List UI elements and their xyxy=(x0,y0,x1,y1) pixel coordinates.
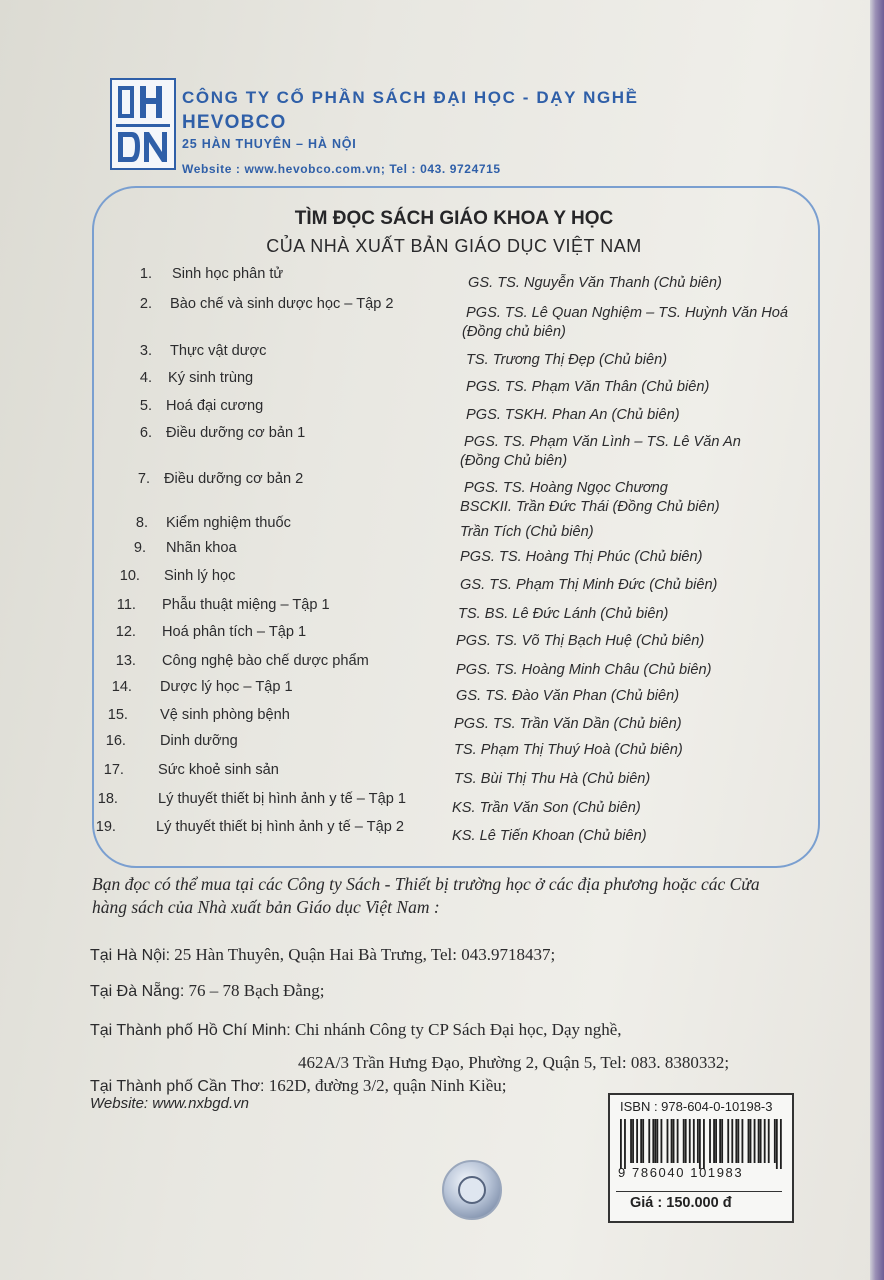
publisher-brand: HEVOBCO xyxy=(182,112,287,133)
book-title: Kiểm nghiệm thuốc xyxy=(166,515,291,531)
barcode-bar xyxy=(667,1119,669,1163)
book-author: Trần Tích (Chủ biên) xyxy=(460,524,594,540)
book-title: Sinh lý học xyxy=(164,568,236,584)
book-number: 19. xyxy=(95,819,116,835)
barcode-bar xyxy=(713,1119,715,1163)
shop-danang-label: Tại Đà Nẵng: xyxy=(90,983,185,1000)
book-author-cont: (Đồng Chủ biên) xyxy=(460,453,568,469)
book-title: Hoá đại cương xyxy=(166,398,264,414)
barcode-bar xyxy=(624,1119,626,1169)
book-author: KS. Trần Văn Son (Chủ biên) xyxy=(452,800,641,816)
book-author: PGS. TS. Lê Quan Nghiệm – TS. Huỳnh Văn Hoá xyxy=(466,305,789,321)
shop-cantho-label: Tại Thành phố Cần Thơ: xyxy=(90,1078,265,1095)
isbn-label: ISBN : 978-604-0-10198-3 xyxy=(620,1099,773,1114)
book-author: GS. TS. Nguyễn Văn Thanh (Chủ biên) xyxy=(468,275,722,291)
book-number: 1. xyxy=(139,266,152,282)
barcode-bar xyxy=(754,1119,756,1163)
book-number: 8. xyxy=(135,515,148,531)
book-author: GS. TS. Phạm Thị Minh Đức (Chủ biên) xyxy=(460,577,718,593)
barcode-bar xyxy=(630,1119,632,1163)
book-list-title: TÌM ĐỌC SÁCH GIÁO KHOA Y HỌC xyxy=(294,208,614,229)
barcode-bar xyxy=(677,1119,679,1163)
book-author: PGS. TS. Hoàng Minh Châu (Chủ biên) xyxy=(456,662,712,678)
publisher-address: 25 HÀN THUYÊN – HÀ NỘI xyxy=(182,137,357,151)
barcode-bar xyxy=(685,1119,687,1163)
book-author: PGS. TS. Hoàng Thị Phúc (Chủ biên) xyxy=(460,549,703,565)
book-title: Sinh học phân tử xyxy=(172,266,284,282)
barcode-bar xyxy=(750,1119,752,1163)
publisher-shop-website: Website: www.nxbgd.vn xyxy=(90,1095,249,1112)
book-title: Ký sinh trùng xyxy=(168,370,254,386)
barcode-bar xyxy=(632,1119,634,1163)
book-title: Dược lý học – Tập 1 xyxy=(160,679,293,695)
book-number: 13. xyxy=(115,653,136,669)
barcode-bar xyxy=(721,1119,723,1163)
book-author: GS. TS. Đào Văn Phan (Chủ biên) xyxy=(456,688,680,704)
book-number: 10. xyxy=(119,568,140,584)
book-author: PGS. TS. Trần Văn Dần (Chủ biên) xyxy=(454,716,682,732)
book-title: Công nghệ bào chế dược phẩm xyxy=(162,653,369,669)
barcode-box xyxy=(608,1093,794,1223)
book-number: 11. xyxy=(116,597,136,613)
book-author: TS. Trương Thị Đẹp (Chủ biên) xyxy=(466,352,668,368)
barcode-bar xyxy=(636,1119,638,1163)
book-number: 18. xyxy=(97,791,118,807)
book-author: TS. Bùi Thị Thu Hà (Chủ biên) xyxy=(454,771,651,787)
shop-hcm-address-1: Chi nhánh Công ty CP Sách Đại học, Dạy nghề, xyxy=(294,1020,622,1039)
book-number: 4. xyxy=(139,370,152,386)
barcode-bar xyxy=(620,1119,622,1169)
book-number: 5. xyxy=(139,398,152,414)
barcode-bar xyxy=(673,1119,675,1163)
price-box xyxy=(616,1191,782,1214)
book-title: Dinh dưỡng xyxy=(160,733,238,749)
book-number: 16. xyxy=(105,733,126,749)
book-author-cont: BSCKII. Trần Đức Thái (Đồng Chủ biên) xyxy=(460,499,720,515)
book-title: Lý thuyết thiết bị hình ảnh y tế – Tập 2 xyxy=(156,819,404,835)
barcode-bar xyxy=(748,1119,750,1163)
shop-danang-address: 76 – 78 Bạch Đằng; xyxy=(188,981,325,1000)
barcode-bar xyxy=(652,1119,654,1163)
barcode-bar xyxy=(719,1119,721,1163)
barcode-bar xyxy=(661,1119,663,1163)
book-author: KS. Lê Tiến Khoan (Chủ biên) xyxy=(452,828,647,844)
barcode-bar xyxy=(760,1119,762,1163)
barcode-digits: 9 786040 101983 xyxy=(618,1165,744,1180)
book-author: PGS. TS. Hoàng Ngọc Chương xyxy=(464,480,668,496)
publisher-logo xyxy=(110,78,176,170)
barcode-bar xyxy=(758,1119,760,1163)
barcode-bar xyxy=(709,1119,711,1163)
book-author: TS. Phạm Thị Thuý Hoà (Chủ biên) xyxy=(454,742,683,758)
book-number: 14. xyxy=(111,679,132,695)
barcode-bar xyxy=(656,1119,658,1163)
book-number: 2. xyxy=(139,296,152,312)
book-number: 3. xyxy=(139,343,152,359)
book-number: 17. xyxy=(103,762,124,778)
barcode-bar xyxy=(671,1119,673,1163)
book-title: Điều dưỡng cơ bản 2 xyxy=(164,471,304,487)
barcode-bar xyxy=(654,1119,656,1163)
price-label: Giá : 150.000 đ xyxy=(630,1195,732,1211)
book-author-cont: (Đồng chủ biên) xyxy=(462,324,566,340)
cover-edge-strip xyxy=(870,0,884,1280)
barcode-bar xyxy=(715,1119,717,1163)
barcode-bar xyxy=(689,1119,691,1163)
barcode-bar xyxy=(640,1119,642,1163)
shop-cantho-address: 162D, đường 3/2, quận Ninh Kiều; xyxy=(268,1076,507,1095)
barcode-bar xyxy=(776,1119,778,1169)
barcode-bar xyxy=(683,1119,685,1163)
book-title: Lý thuyết thiết bị hình ảnh y tế – Tập 1 xyxy=(158,791,406,807)
book-title: Phẫu thuật miệng – Tập 1 xyxy=(162,597,330,613)
barcode-bar xyxy=(727,1119,729,1163)
barcode-bar xyxy=(731,1119,733,1163)
barcode-bar xyxy=(693,1119,695,1163)
book-author: PGS. TS. Phạm Văn Thân (Chủ biên) xyxy=(466,379,710,395)
barcode-bars xyxy=(620,1119,782,1169)
book-number: 15. xyxy=(107,707,128,723)
book-number: 9. xyxy=(133,540,146,556)
shop-cantho xyxy=(90,1076,506,1096)
book-author: PGS. TS. Võ Thị Bạch Huệ (Chủ biên) xyxy=(456,633,705,649)
book-author: PGS. TS. Phạm Văn Lình – TS. Lê Văn An xyxy=(464,434,741,450)
book-title: Điều dưỡng cơ bản 1 xyxy=(166,425,306,441)
barcode-bar xyxy=(697,1119,699,1163)
book-list-subtitle: CỦA NHÀ XUẤT BẢN GIÁO DỤC VIỆT NAM xyxy=(266,236,642,256)
book-author: PGS. TSKH. Phan An (Chủ biên) xyxy=(466,407,680,423)
shop-danang xyxy=(90,981,325,1001)
hologram-seal xyxy=(442,1160,502,1220)
book-number: 6. xyxy=(139,425,152,441)
barcode-bar xyxy=(764,1119,766,1163)
publisher-website: Website : www.hevobco.com.vn; Tel : 043. 9724715 xyxy=(182,162,501,176)
book-title: Thực vật dược xyxy=(170,343,267,359)
shop-hanoi xyxy=(90,945,555,965)
barcode-bar xyxy=(735,1119,737,1163)
barcode-bar xyxy=(774,1119,776,1163)
barcode-bar xyxy=(742,1119,744,1163)
barcode-bar xyxy=(768,1119,770,1163)
publisher-name: CÔNG TY CỔ PHẦN SÁCH ĐẠI HỌC - DẠY NGHỀ xyxy=(182,88,639,107)
barcode-bar xyxy=(780,1119,782,1169)
shop-hanoi-label: Tại Hà Nội: xyxy=(90,947,171,964)
shops-intro: Bạn đọc có thể mua tại các Công ty Sách - Thiết bị trường học ở các địa phương hoặc các Cửa hàng sách của Nhà xuất bản Giáo dục Việt Nam : xyxy=(92,874,760,917)
shop-hanoi-address: 25 Hàn Thuyên, Quận Hai Bà Trưng, Tel: 043.9718437; xyxy=(174,945,556,964)
barcode-bar xyxy=(703,1119,705,1169)
book-title: Bào chế và sinh dược học – Tập 2 xyxy=(170,296,394,312)
book-title: Nhãn khoa xyxy=(166,540,237,556)
book-number: 12. xyxy=(115,624,136,640)
book-author: TS. BS. Lê Đức Lánh (Chủ biên) xyxy=(458,606,669,622)
shop-hcm-address-2: 462A/3 Trần Hưng Đạo, Phường 2, Quận 5, Tel: 083. 8380332; xyxy=(298,1053,730,1072)
book-title: Hoá phân tích – Tập 1 xyxy=(162,624,307,640)
book-number: 7. xyxy=(137,471,150,487)
barcode-bar xyxy=(642,1119,644,1163)
barcode-bar xyxy=(737,1119,739,1163)
book-title: Vệ sinh phòng bệnh xyxy=(160,707,290,723)
barcode-bar xyxy=(648,1119,650,1163)
book-title: Sức khoẻ sinh sản xyxy=(158,762,279,778)
shop-hcm xyxy=(90,1020,622,1040)
barcode-bar xyxy=(699,1119,701,1169)
shop-hcm-label: Tại Thành phố Hồ Chí Minh: xyxy=(90,1022,291,1039)
